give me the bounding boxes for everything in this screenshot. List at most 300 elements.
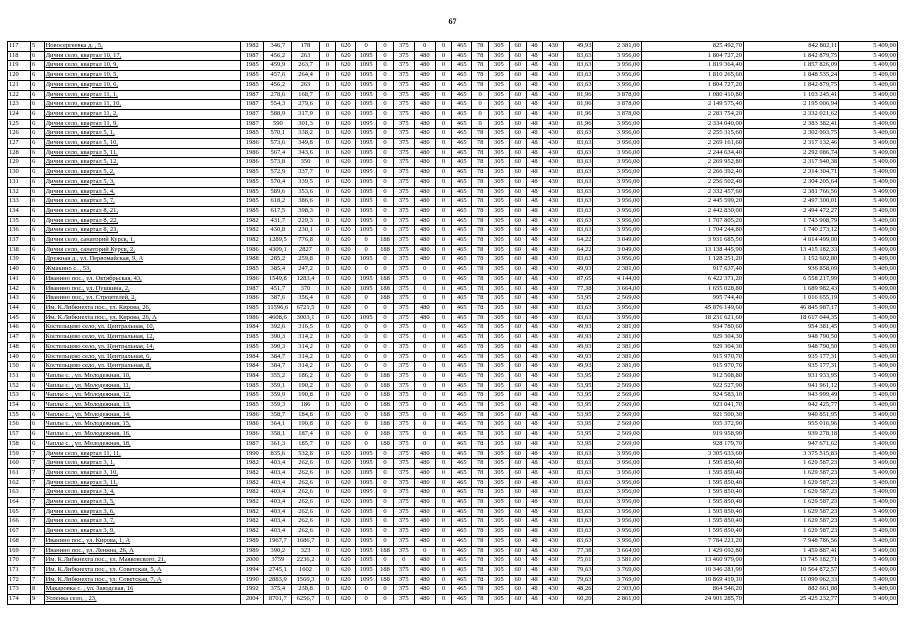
cell-c17: 60 <box>509 323 526 333</box>
cell-total-cost-indexed: 46 845 987,17 <box>744 303 839 313</box>
cell-c7: 0 <box>319 498 336 508</box>
cell-c10: 0 <box>377 507 394 517</box>
cell-base-rate: 5 409,00 <box>839 265 898 275</box>
cell-c9: 1095 <box>356 313 377 323</box>
cell-rate: 83,63 <box>564 206 593 216</box>
cell-c9: 0 <box>356 410 377 420</box>
cell-address: Чаплы с. , ул. Молодежная, 13, <box>44 401 241 411</box>
cell-c7: 0 <box>319 459 336 469</box>
cell-total-area: 573,8 <box>264 158 292 168</box>
cell-c18: 48 <box>526 129 543 139</box>
cell-c10: 0 <box>377 585 394 595</box>
cell-year-built: 1985 <box>241 129 264 139</box>
cell-unit-cost: 3 956,00 <box>593 527 641 537</box>
cell-c11: 375 <box>393 226 414 236</box>
cell-group: 6 <box>31 303 45 313</box>
cell-c12: 480 <box>414 517 435 527</box>
cell-unit-cost: 2 381,00 <box>593 362 641 372</box>
cell-group: 6 <box>31 216 45 226</box>
cell-base-rate: 5 409,00 <box>839 206 898 216</box>
cell-total-cost-indexed: 2 497 300,01 <box>744 197 839 207</box>
housing-registry-table <box>7 41 898 605</box>
cell-c12: 480 <box>414 216 435 226</box>
cell-c7: 0 <box>319 109 336 119</box>
cell-unit-cost: 4 144,00 <box>593 274 641 284</box>
cell-c16: 305 <box>488 439 509 449</box>
cell-c19: 430 <box>543 42 564 52</box>
cell-c18: 48 <box>526 80 543 90</box>
cell-row-index: 167 <box>8 527 31 537</box>
cell-year-built: 1986 <box>241 139 264 149</box>
table-row <box>8 507 898 517</box>
cell-c17: 60 <box>509 342 526 352</box>
cell-c19: 430 <box>543 284 564 294</box>
cell-c13: 0 <box>435 139 452 149</box>
cell-c10: 0 <box>377 459 394 469</box>
cell-c15: 78 <box>472 61 489 71</box>
cell-base-rate: 5 409,00 <box>839 381 898 391</box>
cell-year-built: 1982 <box>241 488 264 498</box>
cell-c7: 0 <box>319 216 336 226</box>
cell-rate: 53,95 <box>564 410 593 420</box>
cell-c15: 78 <box>472 381 489 391</box>
cell-row-index: 172 <box>8 575 31 585</box>
cell-total-cost: 995 744,40 <box>641 294 743 304</box>
cell-living-area: 186 <box>292 401 319 411</box>
cell-unit-cost: 2 569,00 <box>593 430 641 440</box>
cell-total-area: 361,3 <box>264 439 292 449</box>
cell-living-area: 178 <box>292 42 319 52</box>
cell-address: Чаплы с. , ул. Молодежная, 12, <box>44 391 241 401</box>
cell-year-built: 1992 <box>241 585 264 595</box>
cell-rate: 81,96 <box>564 119 593 129</box>
cell-c8: 620 <box>336 168 356 178</box>
cell-c13: 0 <box>435 206 452 216</box>
cell-group: 6 <box>31 61 45 71</box>
cell-total-cost-indexed: 13 415 182,33 <box>744 245 839 255</box>
table-row <box>8 468 898 478</box>
cell-base-rate: 5 409,00 <box>839 303 898 313</box>
cell-total-cost: 2 149 575,40 <box>641 100 743 110</box>
cell-c19: 430 <box>543 51 564 61</box>
cell-c11: 375 <box>393 206 414 216</box>
cell-c16: 305 <box>488 129 509 139</box>
cell-c12: 480 <box>414 255 435 265</box>
cell-year-built: 2004 <box>241 595 264 605</box>
table-row <box>8 294 898 304</box>
cell-c12: 480 <box>414 556 435 566</box>
cell-group: 6 <box>31 177 45 187</box>
cell-c7: 0 <box>319 100 336 110</box>
cell-total-cost-indexed: 1 689 982,43 <box>744 284 839 294</box>
cell-c13: 0 <box>435 236 452 246</box>
cell-c7: 0 <box>319 197 336 207</box>
cell-c14: 465 <box>452 255 472 265</box>
cell-address: Иванино пос., ул. Кирова, 1, А <box>44 536 241 546</box>
cell-group: 6 <box>31 100 45 110</box>
cell-year-built: 1985 <box>241 177 264 187</box>
cell-c9: 1095 <box>356 536 377 546</box>
cell-unit-cost: 3 956,00 <box>593 478 641 488</box>
cell-c16: 305 <box>488 517 509 527</box>
cell-c11: 375 <box>393 595 414 605</box>
cell-rate: 83,63 <box>564 129 593 139</box>
table-row <box>8 303 898 313</box>
cell-c9: 0 <box>356 381 377 391</box>
cell-c10: 0 <box>377 468 394 478</box>
cell-c8: 620 <box>336 381 356 391</box>
cell-total-area: 403,4 <box>264 527 292 537</box>
cell-c8: 620 <box>336 323 356 333</box>
cell-total-area: 570,1 <box>264 129 292 139</box>
cell-total-cost: 3 931 685,50 <box>641 236 743 246</box>
cell-total-cost: 915 970,70 <box>641 362 743 372</box>
cell-total-cost: 1 707 805,20 <box>641 216 743 226</box>
cell-total-cost: 18 231 621,60 <box>641 313 743 323</box>
cell-c15: 78 <box>472 449 489 459</box>
cell-c13: 0 <box>435 507 452 517</box>
cell-c19: 430 <box>543 119 564 129</box>
cell-c13: 0 <box>435 459 452 469</box>
cell-base-rate: 5 409,00 <box>839 498 898 508</box>
cell-c15: 78 <box>472 80 489 90</box>
cell-rate: 75,61 <box>564 556 593 566</box>
cell-c9: 1095 <box>356 284 377 294</box>
cell-c16: 305 <box>488 478 509 488</box>
cell-c13: 0 <box>435 333 452 343</box>
cell-rate: 48,26 <box>564 585 593 595</box>
cell-c16: 305 <box>488 488 509 498</box>
cell-c17: 60 <box>509 90 526 100</box>
cell-c17: 60 <box>509 546 526 556</box>
cell-unit-cost: 2 569,00 <box>593 401 641 411</box>
table-row <box>8 265 898 275</box>
cell-c12: 480 <box>414 119 435 129</box>
cell-c19: 430 <box>543 459 564 469</box>
cell-address: Дичня село, квартал 3, 1, <box>44 459 241 469</box>
cell-total-cost: 1 804 727,20 <box>641 80 743 90</box>
cell-address: Дичня село, квартал 3, 10, <box>44 468 241 478</box>
cell-c12: 480 <box>414 585 435 595</box>
cell-c17: 60 <box>509 148 526 158</box>
cell-rate: 83,63 <box>564 216 593 226</box>
cell-address: Дичня село, квартал 3, 4, <box>44 488 241 498</box>
cell-address: Костельцево село, ул. Центральная, 14, <box>44 342 241 352</box>
cell-living-area: 316,5 <box>292 323 319 333</box>
cell-rate: 83,63 <box>564 517 593 527</box>
cell-c19: 430 <box>543 313 564 323</box>
cell-c16: 305 <box>488 284 509 294</box>
cell-living-area: 2827 <box>292 245 319 255</box>
cell-address: Им. К.Либкнехта пос., ул. Маяковского, 21, <box>44 556 241 566</box>
cell-unit-cost: 3 049,00 <box>593 236 641 246</box>
cell-c11: 375 <box>393 245 414 255</box>
cell-c13: 0 <box>435 430 452 440</box>
cell-c11: 375 <box>393 381 414 391</box>
cell-c17: 60 <box>509 536 526 546</box>
cell-c9: 1095 <box>356 507 377 517</box>
cell-c13: 0 <box>435 313 452 323</box>
cell-living-area: 1283,4 <box>292 274 319 284</box>
cell-living-area: 1602 <box>292 565 319 575</box>
cell-c19: 430 <box>543 90 564 100</box>
cell-group: 5 <box>31 42 45 52</box>
cell-c13: 0 <box>435 42 452 52</box>
cell-base-rate: 5 409,00 <box>839 216 898 226</box>
cell-c17: 60 <box>509 303 526 313</box>
cell-c16: 305 <box>488 119 509 129</box>
cell-total-area: 346,7 <box>264 42 292 52</box>
cell-c8: 620 <box>336 439 356 449</box>
cell-unit-cost: 3 956,00 <box>593 449 641 459</box>
cell-total-cost: 864 546,20 <box>641 585 743 595</box>
cell-c17: 60 <box>509 206 526 216</box>
cell-total-area: 285,2 <box>264 255 292 265</box>
cell-c8: 620 <box>336 517 356 527</box>
cell-living-area: 229,3 <box>292 216 319 226</box>
cell-c10: 188 <box>377 294 394 304</box>
cell-c14: 465 <box>452 100 472 110</box>
cell-c12: 480 <box>414 313 435 323</box>
cell-base-rate: 5 409,00 <box>839 284 898 294</box>
cell-total-area: 392,6 <box>264 323 292 333</box>
cell-unit-cost: 3 956,00 <box>593 177 641 187</box>
cell-c8: 620 <box>336 565 356 575</box>
cell-c12: 480 <box>414 129 435 139</box>
cell-total-area: 403,4 <box>264 459 292 469</box>
cell-c8: 620 <box>336 187 356 197</box>
cell-c11: 375 <box>393 410 414 420</box>
table-row <box>8 197 898 207</box>
cell-total-cost: 1 595 850,40 <box>641 498 743 508</box>
cell-living-area: 386,6 <box>292 197 319 207</box>
cell-address: Дичня село, квартал 10, 9, <box>44 61 241 71</box>
cell-total-area: 4309,1 <box>264 245 292 255</box>
cell-c15: 78 <box>472 342 489 352</box>
cell-group: 7 <box>31 517 45 527</box>
cell-c19: 430 <box>543 517 564 527</box>
cell-c14: 465 <box>452 459 472 469</box>
cell-c8: 620 <box>336 206 356 216</box>
cell-c8: 620 <box>336 90 356 100</box>
cell-unit-cost: 2 569,00 <box>593 410 641 420</box>
cell-total-area: 3759 <box>264 556 292 566</box>
cell-living-area: 776,8 <box>292 236 319 246</box>
cell-unit-cost: 3 956,00 <box>593 303 641 313</box>
cell-c18: 48 <box>526 430 543 440</box>
cell-c12: 480 <box>414 468 435 478</box>
cell-year-built: 1988 <box>241 255 264 265</box>
cell-c15: 78 <box>472 527 489 537</box>
cell-c18: 48 <box>526 556 543 566</box>
cell-c9: 1095 <box>356 197 377 207</box>
table-row <box>8 565 898 575</box>
cell-rate: 83,63 <box>564 468 593 478</box>
cell-c13: 0 <box>435 342 452 352</box>
cell-c16: 305 <box>488 139 509 149</box>
cell-c16: 305 <box>488 362 509 372</box>
cell-address: Иванино пос., ул. Строителей, 2, <box>44 294 241 304</box>
cell-c12: 0 <box>414 371 435 381</box>
cell-c12: 480 <box>414 459 435 469</box>
cell-c12: 480 <box>414 595 435 605</box>
cell-unit-cost: 2 381,00 <box>593 323 641 333</box>
cell-c19: 430 <box>543 430 564 440</box>
table-row <box>8 168 898 178</box>
cell-c18: 48 <box>526 226 543 236</box>
cell-c12: 480 <box>414 478 435 488</box>
cell-c13: 0 <box>435 468 452 478</box>
table-row <box>8 80 898 90</box>
cell-row-index: 170 <box>8 556 31 566</box>
cell-address: Дичня село, квартал 8, 23, <box>44 226 241 236</box>
cell-group: 6 <box>31 381 45 391</box>
table-row <box>8 71 898 81</box>
cell-c18: 48 <box>526 401 543 411</box>
cell-c8: 620 <box>336 236 356 246</box>
cell-c19: 430 <box>543 565 564 575</box>
cell-total-area: 8701,7 <box>264 595 292 605</box>
cell-c18: 48 <box>526 61 543 71</box>
cell-rate: 53,95 <box>564 420 593 430</box>
cell-c10: 0 <box>377 129 394 139</box>
cell-year-built: 1987 <box>241 284 264 294</box>
cell-living-area: 263,7 <box>292 61 319 71</box>
cell-c15: 78 <box>472 595 489 605</box>
cell-c11: 375 <box>393 61 414 71</box>
cell-total-area: 589,6 <box>264 187 292 197</box>
cell-base-rate: 5 409,00 <box>839 585 898 595</box>
cell-c12: 0 <box>414 323 435 333</box>
cell-c16: 305 <box>488 245 509 255</box>
cell-c17: 60 <box>509 420 526 430</box>
cell-c8: 620 <box>336 42 356 52</box>
cell-unit-cost: 3 769,00 <box>593 565 641 575</box>
cell-c10: 188 <box>377 420 394 430</box>
cell-row-index: 153 <box>8 391 31 401</box>
cell-c12: 480 <box>414 449 435 459</box>
cell-total-cost-indexed: 1 740 273,12 <box>744 226 839 236</box>
cell-address: Дичня село, квартал 5, 3, <box>44 177 241 187</box>
cell-c9: 0 <box>356 236 377 246</box>
cell-row-index: 120 <box>8 71 31 81</box>
cell-c16: 305 <box>488 177 509 187</box>
cell-total-area: 403,4 <box>264 507 292 517</box>
cell-row-index: 124 <box>8 109 31 119</box>
cell-address: Иванино пос., ул. Ленина, 26, А <box>44 546 241 556</box>
cell-row-index: 117 <box>8 42 31 52</box>
cell-c19: 430 <box>543 71 564 81</box>
cell-c15: 78 <box>472 498 489 508</box>
cell-year-built: 1985 <box>241 80 264 90</box>
table-row <box>8 313 898 323</box>
cell-c10: 0 <box>377 61 394 71</box>
cell-group: 7 <box>31 546 45 556</box>
cell-rate: 49,93 <box>564 265 593 275</box>
cell-c14: 465 <box>452 236 472 246</box>
cell-total-cost-indexed: 1 103 245,41 <box>744 90 839 100</box>
cell-c15: 0 <box>472 90 489 100</box>
cell-c7: 0 <box>319 575 336 585</box>
cell-rate: 83,63 <box>564 71 593 81</box>
cell-c10: 0 <box>377 556 394 566</box>
cell-c12: 480 <box>414 206 435 216</box>
cell-c15: 0 <box>472 109 489 119</box>
cell-c16: 305 <box>488 585 509 595</box>
cell-total-area: 359,9 <box>264 391 292 401</box>
cell-address: Костельцево село, ул. Центральная, 8, <box>44 362 241 372</box>
cell-living-area: 190,8 <box>292 391 319 401</box>
cell-total-cost-indexed: 954 381,45 <box>744 323 839 333</box>
cell-c8: 620 <box>336 536 356 546</box>
cell-c13: 0 <box>435 517 452 527</box>
cell-c12: 0 <box>414 274 435 284</box>
cell-c10: 0 <box>377 333 394 343</box>
cell-c16: 305 <box>488 459 509 469</box>
cell-total-area: 1289,5 <box>264 236 292 246</box>
cell-total-cost-indexed: 2 292 086,74 <box>744 148 839 158</box>
cell-c13: 0 <box>435 255 452 265</box>
cell-unit-cost: 2 381,00 <box>593 352 641 362</box>
cell-living-area: 263 <box>292 80 319 90</box>
cell-unit-cost: 3 956,00 <box>593 507 641 517</box>
cell-living-area: 262,6 <box>292 488 319 498</box>
cell-total-area: 451,7 <box>264 284 292 294</box>
cell-c9: 1095 <box>356 478 377 488</box>
cell-living-area: 262,6 <box>292 507 319 517</box>
cell-c7: 0 <box>319 129 336 139</box>
cell-c17: 60 <box>509 158 526 168</box>
cell-c13: 0 <box>435 119 452 129</box>
cell-c18: 48 <box>526 498 543 508</box>
cell-c10: 0 <box>377 449 394 459</box>
cell-rate: 83,63 <box>564 148 593 158</box>
table-row <box>8 439 898 449</box>
cell-c14: 465 <box>452 507 472 517</box>
cell-c14: 465 <box>452 274 472 284</box>
table-row <box>8 216 898 226</box>
table-row <box>8 255 898 265</box>
cell-c14: 465 <box>452 206 472 216</box>
cell-row-index: 141 <box>8 274 31 284</box>
cell-c9: 1095 <box>356 459 377 469</box>
cell-c12: 480 <box>414 168 435 178</box>
cell-c10: 0 <box>377 303 394 313</box>
cell-c8: 620 <box>336 420 356 430</box>
cell-c11: 375 <box>393 51 414 61</box>
cell-total-area: 375,4 <box>264 585 292 595</box>
cell-c12: 480 <box>414 148 435 158</box>
cell-c16: 305 <box>488 216 509 226</box>
cell-rate: 83,63 <box>564 139 593 149</box>
table-row <box>8 109 898 119</box>
cell-total-cost: 10 869 419,10 <box>641 575 743 585</box>
cell-c14: 465 <box>452 527 472 537</box>
cell-living-area: 262,6 <box>292 498 319 508</box>
cell-total-cost: 924 583,10 <box>641 391 743 401</box>
cell-c8: 620 <box>336 294 356 304</box>
cell-base-rate: 5 409,00 <box>839 352 898 362</box>
cell-unit-cost: 3 956,00 <box>593 119 641 129</box>
cell-total-area: 403,4 <box>264 488 292 498</box>
cell-c7: 0 <box>319 206 336 216</box>
cell-row-index: 174 <box>8 595 31 605</box>
cell-group: 6 <box>31 362 45 372</box>
cell-c9: 1095 <box>356 109 377 119</box>
cell-c7: 0 <box>319 595 336 605</box>
cell-year-built: 1986 <box>241 420 264 430</box>
cell-group: 6 <box>31 265 45 275</box>
